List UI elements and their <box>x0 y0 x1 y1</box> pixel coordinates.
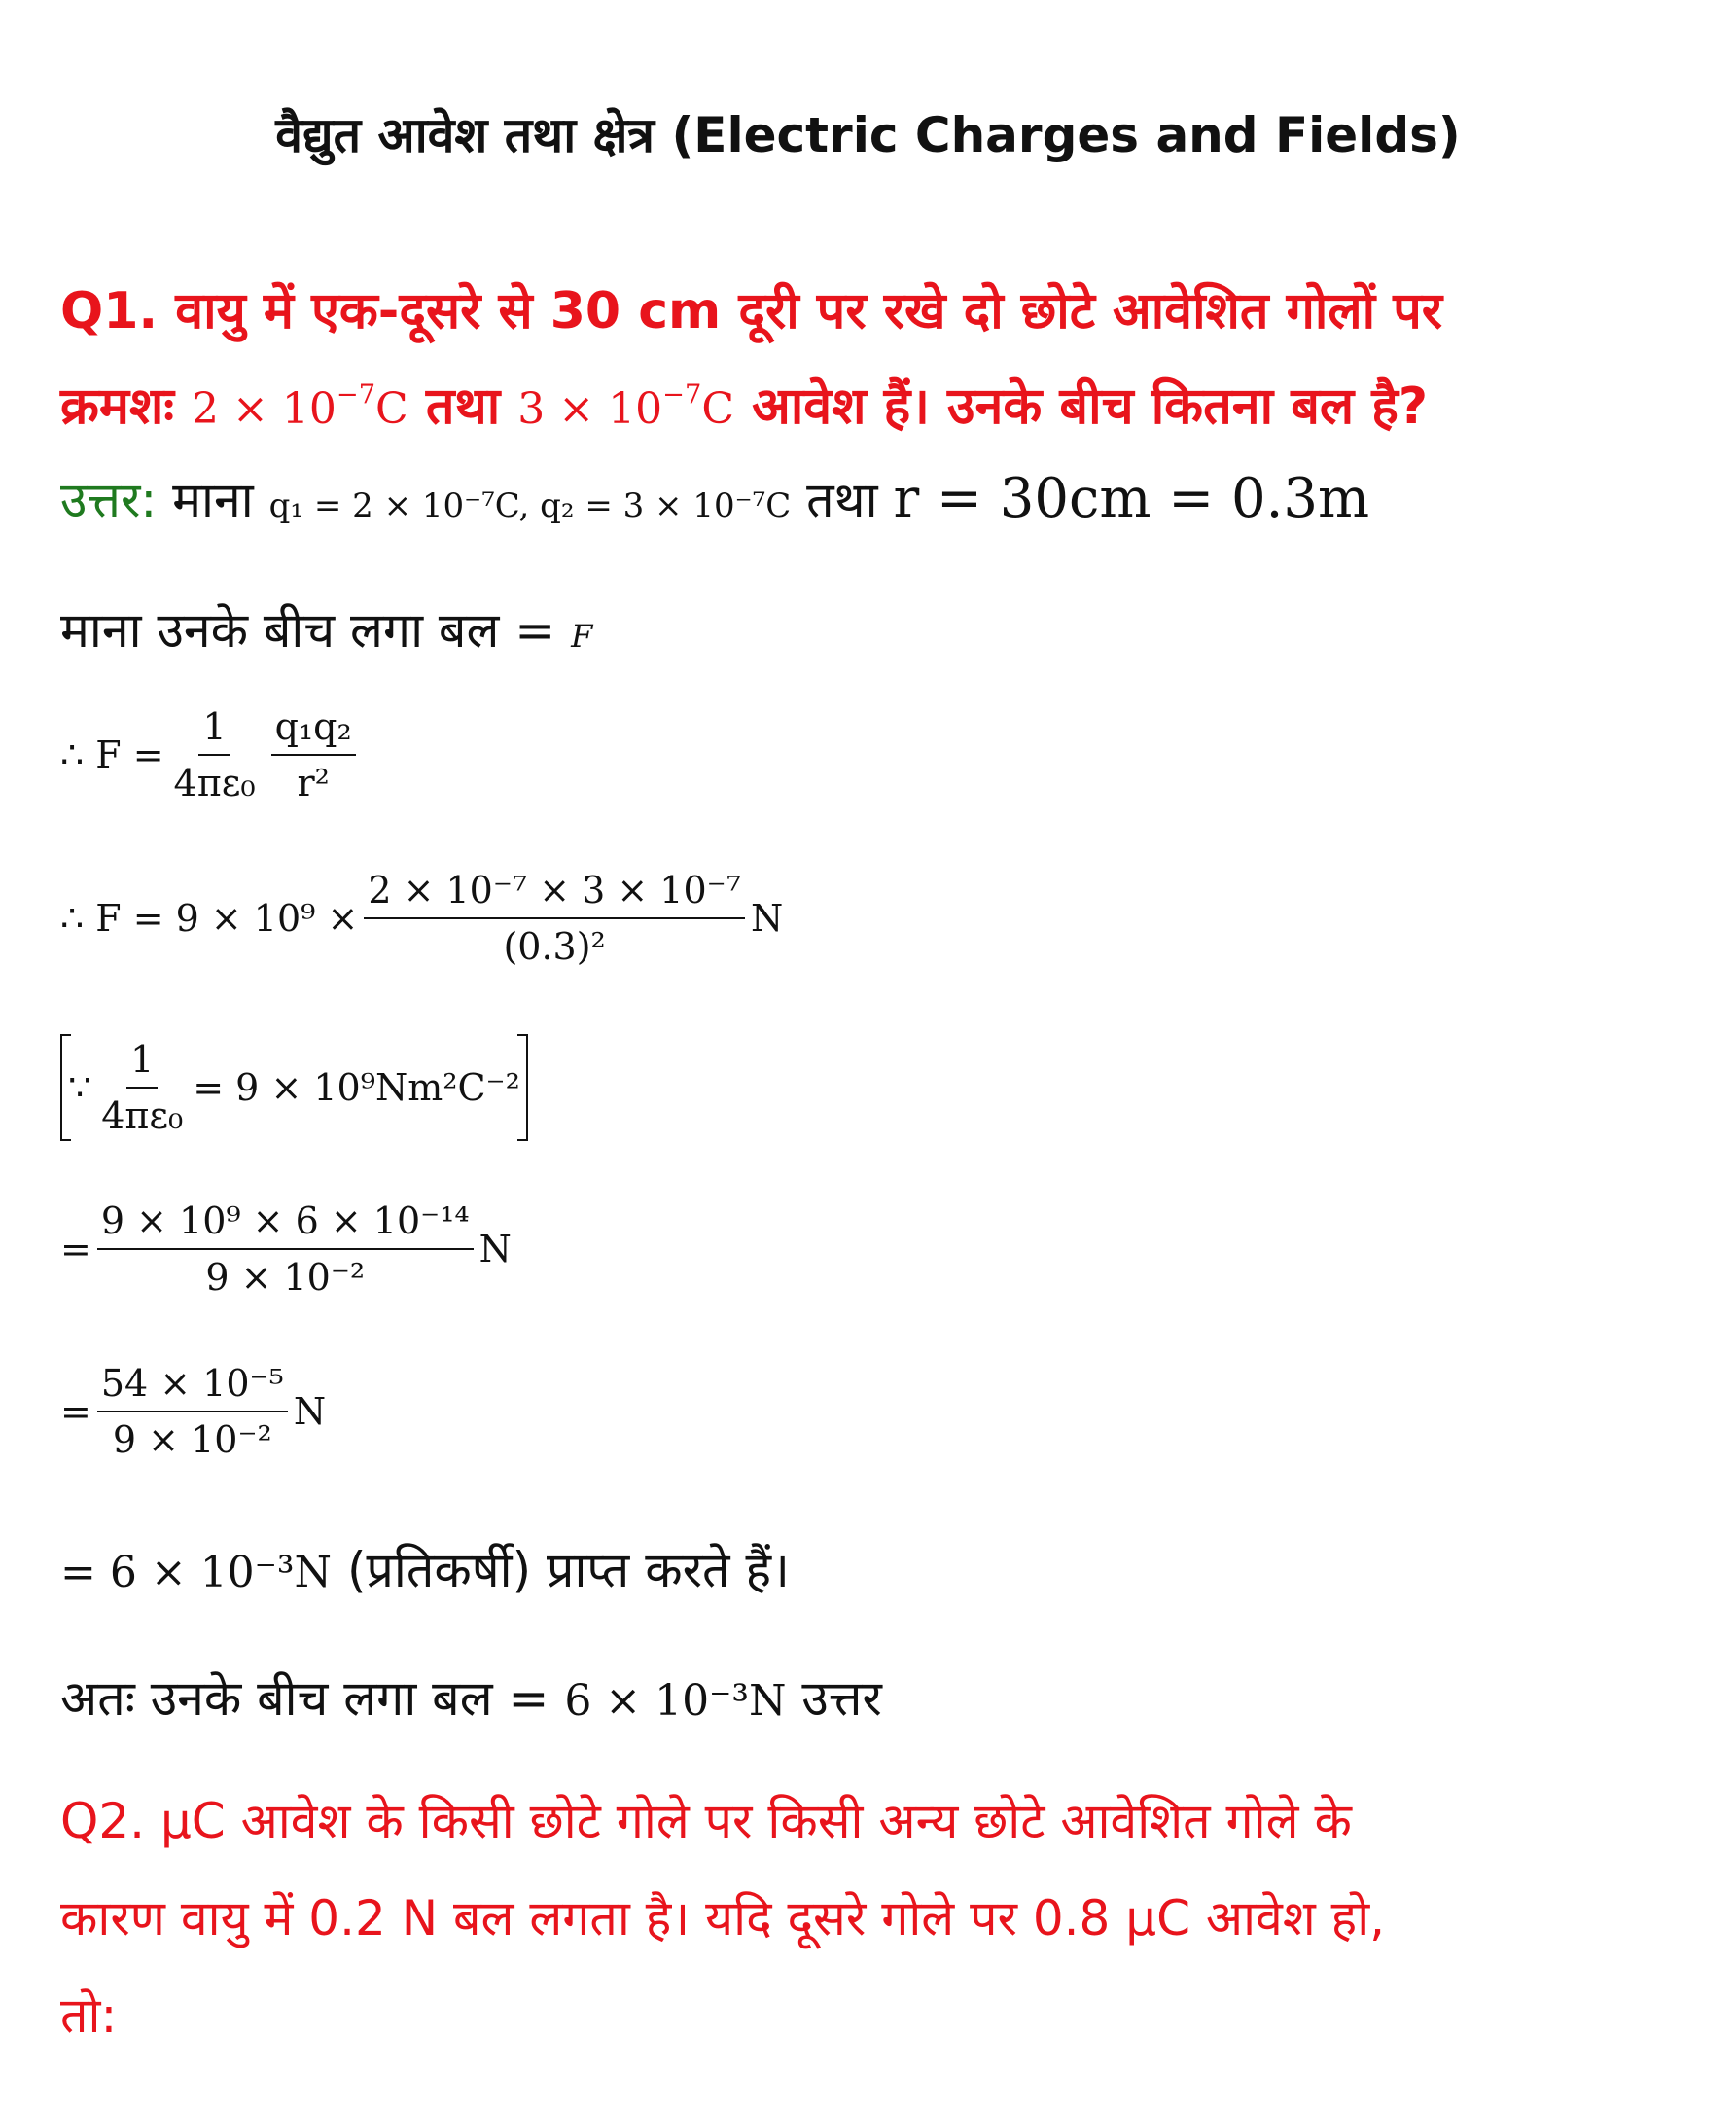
equation-result-line <box>60 1535 790 1601</box>
final-answer-line <box>60 1663 882 1730</box>
charge-a: $2 \times 10^{-7}C$ <box>192 379 408 434</box>
equation-step-4 <box>60 1199 512 1299</box>
eq1-fraction-2: $\frac{\text{q₁q₂}}{\text{r²}}$ <box>271 705 356 804</box>
eq3-fraction: $\frac{1}{\text{4πε₀}}$ <box>101 1038 184 1137</box>
question-1-respectively: क्रमशः <box>60 377 174 436</box>
eq4-fraction: $\frac{\text{9 × 10⁹ × 6 × 10⁻¹⁴}}{\text{9 × 10⁻²}}$ <box>97 1199 474 1299</box>
force-symbol: F <box>571 618 593 655</box>
final-math: 6 × 10⁻³N <box>564 1676 787 1726</box>
equation-constant <box>60 1034 528 1141</box>
question-1-line-2 <box>60 370 1428 439</box>
eq4-unit: N <box>478 1228 512 1270</box>
given-charges: q₁ = 2 × 10⁻⁷C, q₂ = 3 × 10⁻⁷C <box>268 486 792 525</box>
eq2-fraction: $\frac{\text{2 × 10⁻⁷ × 3 × 10⁻⁷}}{\text{(0.3)²}}$ <box>364 869 745 968</box>
eq2-unit: N <box>750 897 784 940</box>
final-label: उत्तर <box>801 1670 882 1727</box>
charge-b: $3 \times 10^{-7}C$ <box>517 379 734 434</box>
question-2-line-3: तो: <box>60 1987 118 2044</box>
equation-step-5 <box>60 1362 326 1461</box>
question-1-ask: आवेश हैं। उनके बीच कितना बल है? <box>752 377 1429 436</box>
because-symbol: ∵ <box>68 1066 92 1109</box>
eq5-fraction: $\frac{\text{54 × 10⁻⁵}}{\text{9 × 10⁻²}}$ <box>97 1362 288 1461</box>
answer-given-line <box>60 465 1369 531</box>
question-1-and: तथा <box>425 377 501 436</box>
given-distance: r = 30cm = 0.3m <box>893 467 1370 530</box>
eq1-lhs: ∴ F = <box>60 733 164 776</box>
force-definition-line <box>60 595 592 661</box>
question-2-line-2: कारण वायु में 0.2 N बल लगता है। यदि दूसरे गोले पर 0.8 µC आवेश हो, <box>60 1890 1386 1947</box>
equation-substitution <box>60 869 783 968</box>
constant-bracket <box>60 1034 528 1141</box>
question-2-line-1: Q2. µC आवेश के किसी छोटे गोले पर किसी अन्य छोटे आवेशित गोले के <box>60 1793 1352 1849</box>
page-title: वैद्युत आवेश तथा क्षेत्र (Electric Charges and Fields) <box>275 107 1461 163</box>
answer-let: माना <box>172 472 254 528</box>
force-definition-text: माना उनके बीच लगा बल = <box>60 602 556 659</box>
answer-and: तथा <box>806 472 878 528</box>
eq1-fraction-1: $\frac{1}{\text{4πε₀}}$ <box>173 705 256 804</box>
equation-coulomb-law <box>60 705 362 804</box>
eq3-rhs: = 9 × 10⁹Nm²C⁻² <box>193 1066 520 1109</box>
answer-label: उत्तर: <box>60 472 158 528</box>
result-math: = 6 × 10⁻³N <box>60 1548 333 1597</box>
final-text: अतः उनके बीच लगा बल = <box>60 1670 549 1727</box>
question-1-line-1: Q1. वायु में एक-दूसरे से 30 cm दूरी पर रखे दो छोटे आवेशित गोलों पर <box>60 282 1443 340</box>
eq5-equals: = <box>60 1390 91 1433</box>
eq2-lhs: ∴ F = 9 × 10⁹ × <box>60 897 359 940</box>
result-text: (प्रतिकर्षी) प्राप्त करते हैं। <box>346 1542 790 1598</box>
eq5-unit: N <box>293 1390 327 1433</box>
eq4-equals: = <box>60 1228 91 1270</box>
